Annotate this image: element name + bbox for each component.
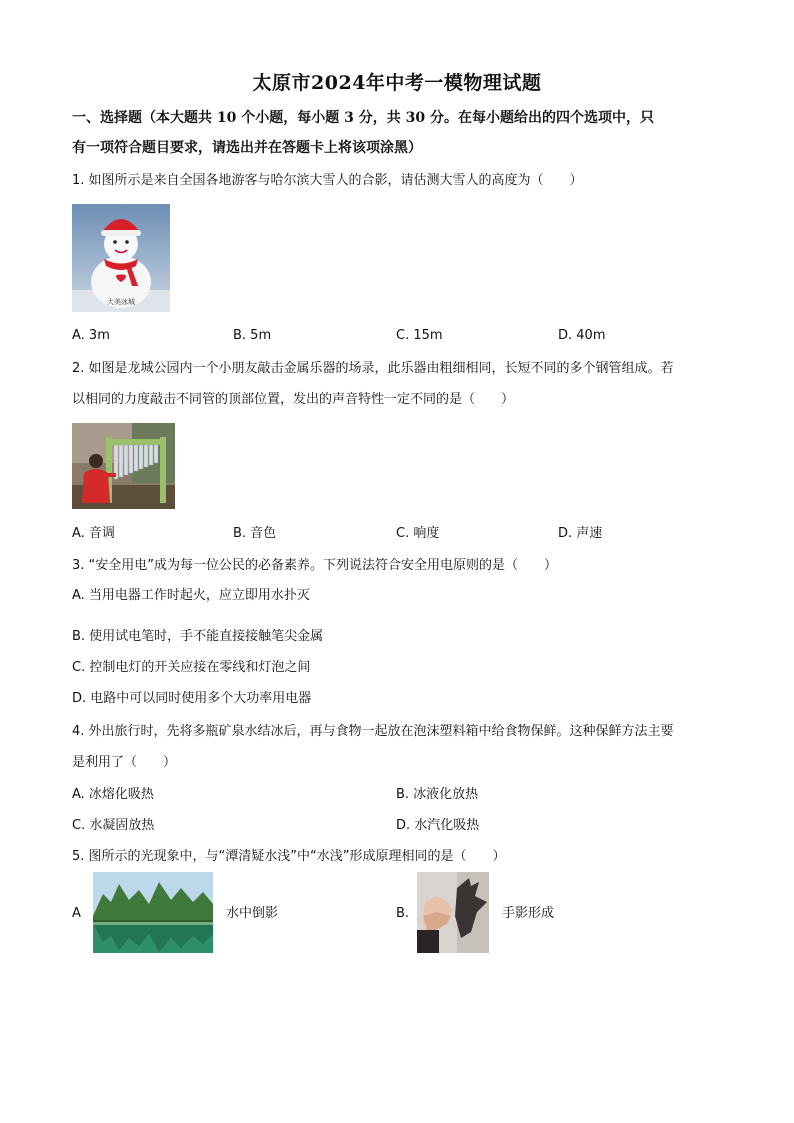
q5-option-b-caption: 手影形成 [502, 906, 555, 921]
question-3-stem: 3. “安全用电”成为每一位公民的必备素养。下列说法符合安全用电原则的是（ ） [72, 558, 558, 573]
question-1-stem: 1. 如图所示是来自全国各地游客与哈尔滨大雪人的合影，请估测大雪人的高度为（ ） [72, 173, 583, 188]
page-title: 太原市2024年中考一模物理试题 [252, 72, 542, 94]
q3-option-a[interactable]: A. 当用电器工作时起火，应立即用水扑灭 [72, 588, 310, 603]
snowman-photo [72, 204, 170, 312]
section-header-line2: 有一项符合题目要求，请选出并在答题卡上将该项涂黑） [72, 140, 422, 156]
q4-option-d[interactable]: D. 水汽化吸热 [396, 818, 480, 833]
reflection-photo[interactable] [93, 872, 213, 953]
q1-option-c[interactable]: C. 15m [396, 328, 443, 343]
hand-shadow-photo[interactable] [417, 872, 489, 953]
q2-option-d[interactable]: D. 声速 [558, 526, 603, 541]
q3-option-c[interactable]: C. 控制电灯的开关应接在零线和灯泡之间 [72, 660, 311, 675]
q5-option-a-letter[interactable]: A [72, 906, 81, 921]
q4-option-b[interactable]: B. 冰液化放热 [396, 787, 479, 802]
section-header-line1: 一、选择题（本大题共 10 个小题，每小题 3 分，共 30 分。在每小题给出的四个选项中，只 [72, 110, 654, 126]
q4-option-c[interactable]: C. 水凝固放热 [72, 818, 155, 833]
q5-option-a-caption: 水中倒影 [226, 906, 279, 921]
q5-option-b-letter[interactable]: B. [396, 906, 410, 921]
q1-option-d[interactable]: D. 40m [558, 328, 606, 343]
snowman-sign-text: 大美冰城 [107, 298, 135, 306]
q3-option-d[interactable]: D. 电路中可以同时使用多个大功率用电器 [72, 691, 312, 706]
chimes-photo [72, 423, 175, 509]
question-2-stem-line2: 以相同的力度敲击不同管的顶部位置，发出的声音特性一定不同的是（ ） [72, 392, 515, 407]
question-2-stem-line1: 2. 如图是龙城公园内一个小朋友敲击金属乐器的场录，此乐器由粗细相同，长短不同的多个钢管组成。若 [72, 361, 674, 376]
q4-option-a[interactable]: A. 冰熔化吸热 [72, 787, 154, 802]
question-4-stem-line1: 4. 外出旅行时，先将多瓶矿泉水结冰后，再与食物一起放在泡沫塑料箱中给食物保鲜。这种保鲜方法主要 [72, 724, 674, 739]
q2-option-c[interactable]: C. 响度 [396, 526, 440, 541]
q2-option-a[interactable]: A. 音调 [72, 526, 115, 541]
question-4-stem-line2: 是利用了（ ） [72, 755, 177, 770]
q2-option-b[interactable]: B. 音色 [233, 526, 277, 541]
q3-option-b[interactable]: B. 使用试电笔时，手不能直接接触笔尖金属 [72, 629, 324, 644]
q1-option-b[interactable]: B. 5m [233, 328, 272, 343]
q1-option-a[interactable]: A. 3m [72, 328, 110, 343]
question-5-stem: 5. 图所示的光现象中，与“潭清疑水浅”中“水浅”形成原理相同的是（ ） [72, 849, 506, 864]
